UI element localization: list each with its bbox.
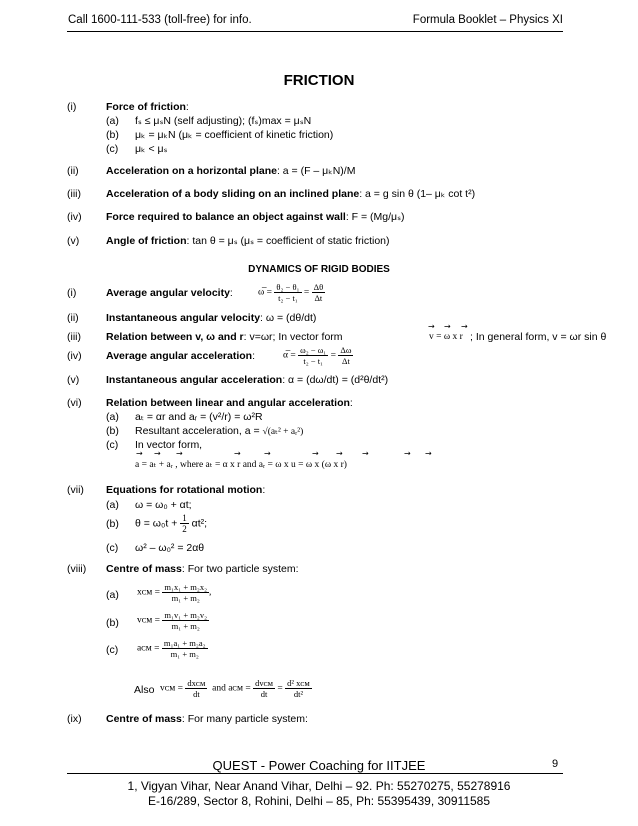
item-title: Relation between linear and angular acceleration — [106, 397, 350, 409]
item-title: Instantaneous angular velocity — [106, 312, 261, 324]
item-number: (vi) — [67, 397, 82, 409]
item-title: Force of friction — [106, 101, 186, 113]
footer-rule — [67, 773, 563, 774]
rigid-vii-b — [0, 513, 638, 534]
numerator: Δω — [340, 345, 352, 355]
sub-text: Resultant acceleration, a = — [135, 425, 260, 437]
denominator: t₂ − t₁ — [278, 293, 298, 303]
formula-lhs: vᴄᴍ = — [137, 615, 161, 626]
item-text: : a = g sin θ (1– μₖ cot t²) — [359, 188, 476, 200]
numerator: θ₂ − θ₁ — [276, 282, 300, 292]
numerator: dxᴄᴍ — [187, 678, 206, 688]
sub-text: aₜ = αr and aᵣ = (v²/r) = ω²R — [135, 411, 263, 423]
sub-label: (b) — [106, 425, 119, 437]
formula-vector-v: v = ω x r — [429, 332, 463, 342]
numerator: m₁x₁ + m₂x₂ — [164, 582, 208, 592]
item-title: Centre of mass — [106, 563, 182, 575]
rigid-item-viii — [0, 563, 638, 577]
item-title: Acceleration on a horizontal plane — [106, 165, 277, 177]
section-title-friction: FRICTION — [283, 72, 355, 89]
formula-resultant: √(aₜ² + aᵣ²) — [262, 427, 304, 437]
formula-a-cm — [137, 638, 208, 659]
sub-label: (b) — [106, 518, 119, 530]
sub-text: ω = ω₀ + αt; — [135, 499, 192, 511]
item-text: : For many particle system: — [181, 713, 308, 725]
sub-text-post: αt²; — [191, 517, 208, 530]
item-number: (v) — [67, 374, 80, 386]
sub-text: μₖ < μₛ — [135, 143, 168, 155]
rigid-item-ii — [0, 312, 638, 326]
denominator: t₂ − t₁ — [303, 356, 324, 366]
formula-lhs: ω̅ = — [258, 287, 272, 298]
item-text: : — [185, 101, 189, 113]
sub-label: (a) — [106, 499, 119, 511]
item-text: : — [229, 287, 233, 299]
numerator: m₁a₁ + m₂a₂ — [163, 638, 206, 648]
friction-item-4 — [0, 211, 638, 225]
item-number: (ii) — [67, 165, 79, 177]
sub-text: μₖ = μₖN (μₖ = coefficient of kinetic friction) — [135, 129, 334, 141]
item-title: Relation between v, ω and r — [106, 331, 244, 343]
rigid-viii-b — [0, 617, 638, 631]
item-text: : F = (Mg/μₛ) — [345, 211, 405, 223]
sub-label: (c) — [106, 439, 119, 451]
friction-item-5 — [0, 235, 638, 249]
also-label: Also — [134, 684, 155, 696]
item-number: (v) — [67, 235, 80, 247]
footer-institute: QUEST - Power Coaching for IITJEE — [212, 758, 426, 773]
numerator: Δθ — [313, 282, 324, 292]
friction-sub-c — [0, 143, 638, 157]
formula-lhs: xᴄᴍ = — [137, 587, 161, 598]
numerator: m₁v₁ + m₂v₂ — [164, 610, 208, 620]
sub-label: (a) — [106, 115, 119, 127]
vector-arrow-icon: → — [404, 449, 411, 458]
sub-label: (b) — [106, 617, 119, 629]
item-text: : tan θ = μₛ (μₛ = coefficient of static friction) — [186, 235, 390, 247]
friction-item-1 — [0, 101, 638, 115]
footer-address-2: E-16/289, Sector 8, Rohini, Delhi – 85, Ph: 55395439, 30911585 — [147, 794, 491, 808]
item-number: (ix) — [67, 713, 82, 725]
rigid-item-v — [0, 374, 638, 388]
formula-x-cm — [137, 582, 211, 603]
denominator: m₁ + m₂ — [171, 621, 200, 631]
equals: = — [303, 287, 310, 298]
denominator: dt — [193, 689, 200, 699]
vector-arrow-icon: → — [444, 322, 451, 331]
section-title-rigid: DYNAMICS OF RIGID BODIES — [248, 264, 390, 275]
item-number: (i) — [67, 287, 77, 299]
vector-arrow-icon: → — [154, 449, 161, 458]
rigid-vii-a — [0, 499, 638, 513]
formula-avg-angular-acceleration — [283, 345, 353, 366]
formula-tail: , — [209, 587, 212, 598]
denominator: dt² — [293, 689, 304, 699]
vector-arrow-icon: → — [176, 449, 183, 458]
item-text: : α = (dω/dt) = (d²θ/dt²) — [282, 374, 389, 386]
item-title: Force required to balance an object against wall — [106, 211, 346, 223]
item-text: : — [252, 350, 256, 362]
formula-lhs: aᴄᴍ = — [137, 643, 160, 654]
denominator: m₁ + m₂ — [171, 593, 200, 603]
sub-text: fₛ ≤ μₛN (self adjusting); (fₛ)max = μₛN — [135, 115, 312, 127]
vector-arrow-icon: → — [362, 449, 369, 458]
formula-mid: and aᴄᴍ = — [212, 683, 251, 694]
denominator: m₁ + m₂ — [170, 649, 199, 659]
header-rule — [67, 31, 563, 32]
header-contact: Call 1600-111-533 (toll-free) for info. — [68, 14, 252, 26]
denominator: 2 — [182, 524, 187, 534]
item-title: Average angular velocity — [106, 287, 230, 299]
vector-arrow-icon: → — [312, 449, 319, 458]
denominator: Δt — [314, 293, 323, 303]
formula-cm-derivatives — [160, 678, 312, 699]
item-text: : — [349, 397, 353, 409]
friction-sub-a — [0, 115, 638, 129]
rigid-vi-c — [0, 439, 638, 453]
header-booklet-title: Formula Booklet – Physics XI — [412, 14, 563, 26]
friction-item-3 — [0, 188, 638, 202]
vector-arrow-icon: → — [136, 449, 143, 458]
vector-arrow-icon: → — [425, 449, 432, 458]
numerator: 1 — [182, 513, 187, 523]
page-number: 9 — [552, 758, 559, 770]
item-text: : a = (F – μₖN)/M — [276, 165, 356, 177]
item-number: (i) — [67, 101, 77, 113]
item-title: Average angular acceleration — [106, 350, 253, 362]
sub-label: (a) — [106, 411, 119, 423]
item-text: : For two particle system: — [181, 563, 299, 575]
sub-label: (c) — [106, 542, 119, 554]
item-number: (ii) — [67, 312, 79, 324]
vector-arrow-icon: → — [428, 322, 435, 331]
footer-address-1: 1, Vigyan Vihar, Near Anand Vihar, Delhi – 92. Ph: 55270275, 55278916 — [127, 779, 511, 793]
numerator: d² xᴄᴍ — [287, 678, 310, 688]
sub-text: In vector form, — [135, 439, 203, 451]
denominator: Δt — [341, 356, 350, 366]
rigid-item-vii — [0, 484, 638, 498]
item-number: (iii) — [67, 188, 81, 200]
item-title: Equations for rotational motion — [106, 484, 263, 496]
numerator: ω₂ − ω₁ — [300, 345, 327, 355]
item-text: : — [262, 484, 266, 496]
denominator: dt — [260, 689, 268, 699]
item-title: Acceleration of a body sliding on an inclined plane — [106, 188, 360, 200]
rigid-viii-a — [0, 589, 638, 603]
rigid-vi-a — [0, 411, 638, 425]
item-number: (iv) — [67, 211, 82, 223]
item-text-tail: ; In general form, v = ωr sin θ — [470, 331, 607, 343]
rigid-vi-b — [0, 425, 638, 439]
vector-arrow-icon: → — [461, 322, 468, 331]
vector-arrow-icon: → — [234, 449, 241, 458]
equals: = — [277, 683, 283, 694]
friction-item-2 — [0, 165, 638, 179]
vector-arrow-icon: → — [264, 449, 271, 458]
rigid-item-vi — [0, 397, 638, 411]
vector-arrow-icon: → — [336, 449, 343, 458]
formula-lhs: vᴄᴍ = — [160, 683, 184, 694]
item-number: (iii) — [67, 331, 81, 343]
sub-label: (c) — [106, 644, 119, 656]
sub-label: (b) — [106, 129, 119, 141]
item-title: Centre of mass — [106, 713, 182, 725]
rigid-vii-c — [0, 542, 638, 556]
item-title: Angle of friction — [106, 235, 187, 247]
formula-lhs: α̅ = — [283, 350, 296, 361]
formula-avg-angular-velocity — [258, 282, 325, 303]
formula-v-cm — [137, 610, 209, 631]
item-text: : ω = (dθ/dt) — [260, 312, 317, 324]
sub-label: (c) — [106, 143, 119, 155]
sub-text: θ = ω₀t + — [135, 517, 178, 530]
item-text: : v=ωr; In vector form — [243, 331, 343, 343]
numerator: dvᴄᴍ — [255, 678, 274, 688]
item-number: (iv) — [67, 350, 82, 362]
sub-text: ω² – ω₀² = 2αθ — [135, 542, 205, 554]
rigid-item-ix — [0, 713, 638, 727]
equals: = — [330, 350, 336, 361]
friction-sub-b — [0, 129, 638, 143]
rigid-viii-c — [0, 644, 638, 658]
formula-vector-acceleration: a = aₜ + aᵣ , where aₜ = α x r and aᵣ = ω x u = ω x (ω x r) — [135, 460, 347, 470]
sub-label: (a) — [106, 589, 119, 601]
item-number: (viii) — [67, 563, 87, 575]
item-number: (vii) — [67, 484, 84, 496]
item-title: Instantaneous angular acceleration — [106, 374, 283, 386]
